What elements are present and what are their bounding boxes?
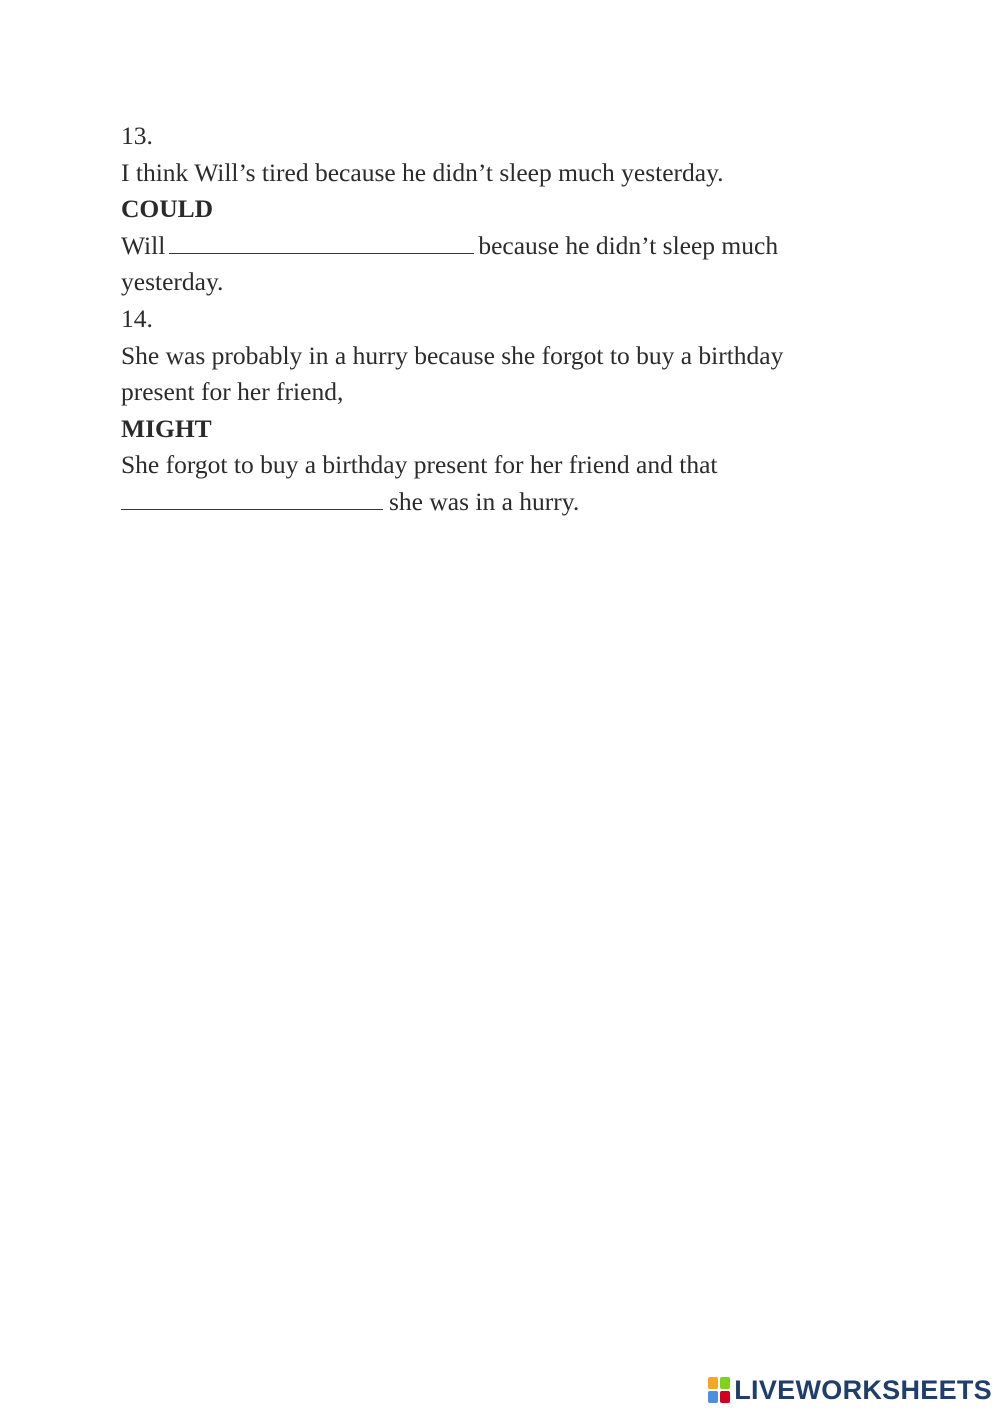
question-14-answer-blank[interactable] [121, 487, 383, 510]
question-14-rewrite-end: she was in a hurry. [389, 486, 580, 516]
logo-square-4 [720, 1391, 730, 1403]
question-14-original-line-2: present for her friend, [121, 377, 344, 407]
question-13-answer-blank[interactable] [169, 231, 474, 254]
question-14-number: 14. [121, 303, 153, 333]
question-14-rewrite-line-1: She forgot to buy a birthday present for her friend and that [121, 450, 718, 480]
logo-square-2 [720, 1377, 730, 1389]
liveworksheets-logo-icon [708, 1377, 730, 1403]
question-14-keyword: MIGHT [121, 413, 212, 443]
question-13-number: 13. [121, 121, 153, 150]
logo-square-1 [708, 1377, 718, 1389]
question-13-original-sentence: I think Will’s tired because he didn’t sleep much yesterday. [121, 157, 724, 187]
liveworksheets-brand: LIVEWORKSHEETS [734, 1374, 992, 1405]
worksheet-content [121, 118, 881, 521]
liveworksheets-footer [708, 1372, 992, 1408]
question-13-rewrite-end: because he didn’t sleep much [478, 230, 779, 260]
question-13-rewrite-continuation: yesterday. [121, 267, 224, 297]
question-13-rewrite [121, 228, 881, 265]
question-14-original-line-1: She was probably in a hurry because she forgot to buy a birthday [121, 340, 784, 370]
question-14-rewrite-line-2 [121, 484, 881, 521]
question-13-keyword: COULD [121, 194, 214, 224]
logo-square-3 [708, 1391, 718, 1403]
question-13-rewrite-start: Will [121, 230, 166, 260]
